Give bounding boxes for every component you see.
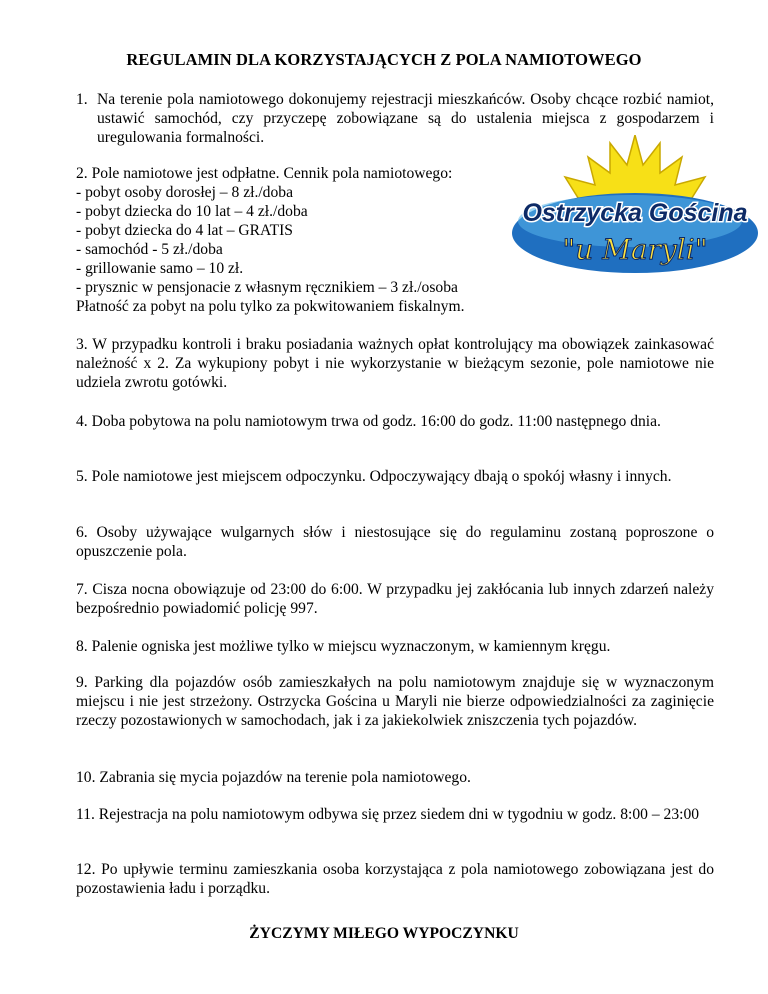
rule-9: 9. Parking dla pojazdów osób zamieszkałych na polu namiotowym znajduje się w wyznaczonym miejscu i nie jest strzeżony. Ostrzycka Gościna u Maryli nie bierze odpowiedzialności za zaginięcie rzeczy pozostawionych w samochodach, jak i za jakiekolwiek zniszczenia tych pojazdów. [76, 674, 714, 729]
rule-12: 12. Po upływie terminu zamieszkania osoba korzystająca z pola namiotowego zobowiązana jest do pozostawienia ładu i porządku. [76, 861, 714, 897]
sun-icon [565, 135, 705, 201]
rule-10: 10. Zabrania się mycia pojazdów na terenie pola namiotowego. [76, 769, 471, 786]
rule-3: 3. W przypadku kontroli i braku posiadania ważnych opłat kontrolujący ma obowiązek zainkasować należność x 2. Za wykupiony pobyt i nie wykorzystanie w bieżącym sezonie, pole namiotowe nie udziela zwrotu gotówki. [76, 336, 714, 391]
logo-line2: "u Maryli" [562, 233, 708, 266]
ostrzycka-goscina-logo [510, 135, 760, 275]
logo-line1: Ostrzycka Gościna [522, 199, 748, 227]
rule-11: 11. Rejestracja na polu namiotowym odbywa się przez siedem dni w tygodniu w godz. 8:00 – 23:00 [76, 806, 700, 823]
price-line: - pobyt dziecka do 4 lat – GRATIS [76, 222, 293, 239]
pricing-intro: 2. Pole namiotowe jest odpłatne. Cennik pola namiotowego: [76, 165, 453, 182]
price-line: - grillowanie samo – 10 zł. [76, 260, 244, 277]
pricing-section [76, 164, 546, 316]
rule-7: 7. Cisza nocna obowiązuje od 23:00 do 6:00. W przypadku jej zakłócania lub innych zdarzeń należy bezpośrednio powiadomić policję 997. [76, 581, 714, 617]
rule-4: 4. Doba pobytowa na polu namiotowym trwa od godz. 16:00 do godz. 11:00 następnego dnia. [76, 413, 661, 430]
closing-wish: ŻYCZYMY MIŁEGO WYPOCZYNKU [249, 925, 519, 942]
rule-1-number: 1. [76, 91, 88, 108]
price-line: - samochód - 5 zł./doba [76, 241, 223, 258]
rule-1-text: Na terenie pola namiotowego dokonujemy rejestracji mieszkańców. Osoby chcące rozbić namiot, ustawić samochód, czy przyczepę zobowiązane są do ustalenia miejsca z gospodarzem i uregulowania formalności. [97, 91, 714, 146]
price-line: - prysznic w pensjonacie z własnym ręcznikiem – 3 zł./osoba [76, 279, 458, 296]
rule-8: 8. Palenie ogniska jest możliwe tylko w miejscu wyznaczonym, w kamiennym kręgu. [76, 638, 611, 655]
price-line: - pobyt osoby dorosłej – 8 zł./doba [76, 184, 293, 201]
price-line: - pobyt dziecka do 10 lat – 4 zł./doba [76, 203, 308, 220]
rule-5: 5. Pole namiotowe jest miejscem odpoczynku. Odpoczywający dbają o spokój własny i innych. [76, 468, 672, 485]
payment-note: Płatność za pobyt na polu tylko za pokwitowaniem fiskalnym. [76, 298, 465, 315]
rule-6: 6. Osoby używające wulgarnych słów i niestosujące się do regulaminu zostaną poproszone o opuszczenie pola. [76, 524, 714, 560]
page-title: REGULAMIN DLA KORZYSTAJĄCYCH Z POLA NAMIOTOWEGO [126, 50, 642, 69]
